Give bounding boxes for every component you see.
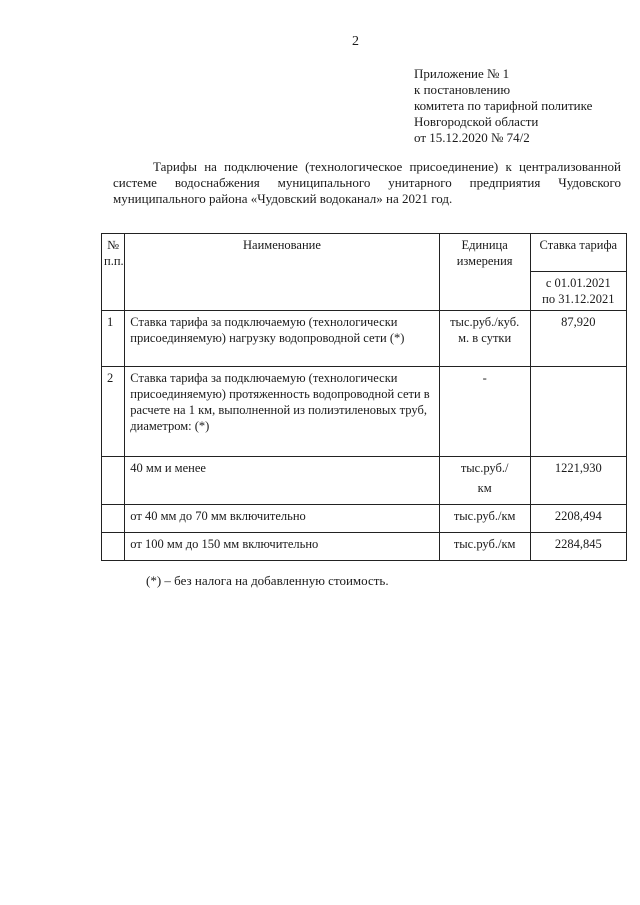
tariff-table [101, 233, 627, 561]
row-name: от 40 мм до 70 мм включительно [125, 505, 439, 533]
row-rate: 1221,930 [530, 457, 626, 505]
row-unit-line: км [477, 481, 492, 495]
row-unit: - [439, 367, 530, 457]
row-num [102, 505, 125, 533]
header-period [530, 272, 626, 311]
table-row [102, 367, 627, 457]
footnote: (*) – без налога на добавленную стоимость. [146, 573, 389, 588]
appendix-line: от 15.12.2020 № 74/2 [414, 130, 530, 145]
appendix-line: к постановлению [414, 82, 511, 97]
header-period-end: по 31.12.2021 [542, 292, 615, 306]
row-num: 2 [102, 367, 125, 457]
header-period-start: с 01.01.2021 [545, 276, 611, 290]
header-num: № п.п. [102, 234, 125, 311]
page-number: 2 [352, 34, 359, 49]
appendix-line: Приложение № 1 [414, 66, 510, 81]
row-name: Ставка тарифа за подключаемую (технологически присоединяемую) протяженность водопроводной сети в расчете на 1 км, выполненной из полиэтиленовых труб, диаметром: (*) [125, 367, 439, 457]
header-rate: Ставка тарифа [530, 234, 626, 272]
row-name: Ставка тарифа за подключаемую (технологически присоединяемую) нагрузку водопроводной сети (*) [125, 311, 439, 367]
row-rate: 87,920 [530, 311, 626, 367]
table-row [102, 505, 627, 533]
row-unit: тыс.руб./куб. м. в сутки [439, 311, 530, 367]
appendix-line: комитета по тарифной политике [414, 98, 593, 113]
row-unit: тыс.руб./км [439, 533, 530, 561]
row-rate: 2284,845 [530, 533, 626, 561]
row-rate [530, 367, 626, 457]
row-num [102, 457, 125, 505]
row-unit: тыс.руб./км [439, 505, 530, 533]
header-unit: Единица измерения [439, 234, 530, 311]
table-row [102, 533, 627, 561]
table-header-row [102, 234, 627, 272]
table-row [102, 311, 627, 367]
header-name: Наименование [125, 234, 439, 311]
row-name: 40 мм и менее [125, 457, 439, 505]
row-rate: 2208,494 [530, 505, 626, 533]
row-num: 1 [102, 311, 125, 367]
appendix-line: Новгородской области [414, 114, 539, 129]
row-unit [439, 457, 530, 505]
row-num [102, 533, 125, 561]
row-name: от 100 мм до 150 мм включительно [125, 533, 439, 561]
intro-paragraph: Тарифы на подключение (технологическое присоединение) к централизованной системе водоснабжения муниципального унитарного предприятия Чудовского муниципального района «Чудовский водоканал» на 2021 год. [113, 159, 621, 206]
table-row [102, 457, 627, 505]
appendix-header [414, 66, 592, 146]
row-unit-line: тыс.руб./ [460, 461, 509, 475]
